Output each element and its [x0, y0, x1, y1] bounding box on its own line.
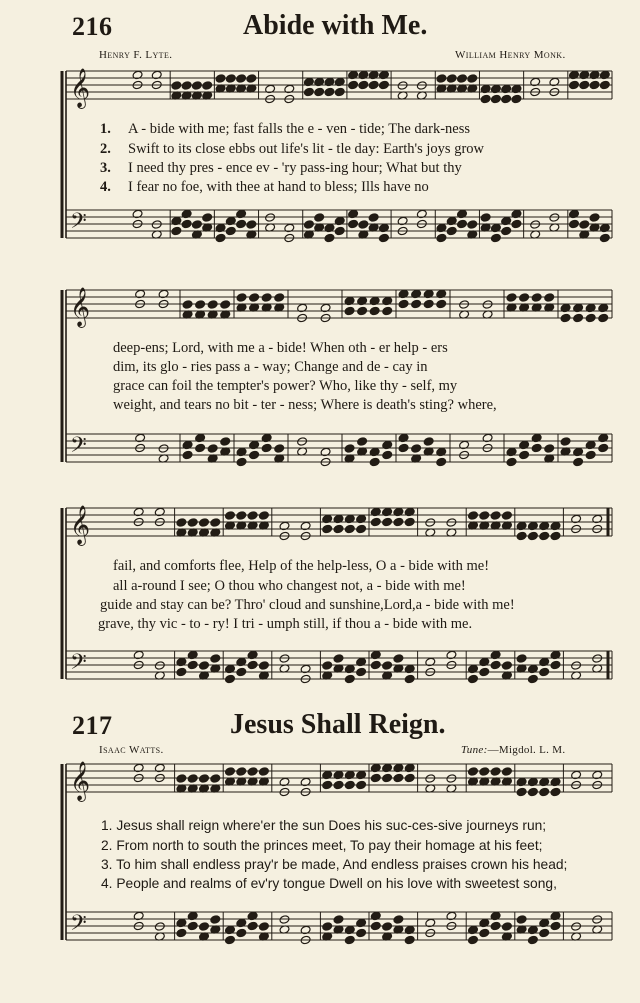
note-head	[348, 80, 359, 90]
verse-line	[101, 876, 557, 891]
note-head	[382, 922, 393, 932]
note-head	[573, 313, 584, 323]
note-head	[531, 293, 542, 303]
note-head	[560, 437, 571, 447]
note-head	[527, 674, 538, 684]
note-head	[527, 935, 538, 945]
note-head	[261, 443, 272, 453]
note-head	[490, 94, 501, 104]
note-head	[506, 457, 517, 467]
note-head	[467, 935, 478, 945]
note-head	[247, 511, 258, 521]
verse-line: guide and stay can be? Thro' cloud and sunshine,Lord,a - bide with me!	[100, 597, 515, 613]
note-head	[344, 444, 355, 454]
hymn-number: 216	[72, 12, 113, 41]
note-head	[479, 928, 490, 938]
note-head	[382, 517, 393, 527]
note-head	[467, 767, 478, 777]
note-head	[506, 293, 517, 303]
note-head	[171, 81, 182, 91]
note-head	[446, 518, 457, 528]
note-head	[370, 517, 381, 527]
note-head	[210, 915, 221, 925]
note-head	[369, 457, 380, 467]
note-head	[550, 660, 561, 670]
note-head	[467, 220, 478, 230]
note-head	[436, 74, 447, 84]
note-head	[571, 922, 582, 932]
note-head	[378, 233, 389, 243]
hymn-author: Isaac Watts.	[99, 744, 164, 756]
note-head	[224, 767, 235, 777]
note-head	[333, 780, 344, 790]
note-head	[579, 80, 590, 90]
note-head	[585, 450, 596, 460]
note-head	[176, 518, 187, 528]
note-head	[516, 654, 527, 664]
note-head	[249, 450, 260, 460]
clef-icon: 𝄞	[70, 505, 91, 545]
note-head	[324, 233, 335, 243]
note-head	[479, 667, 490, 677]
note-head	[181, 81, 192, 91]
note-head	[344, 524, 355, 534]
note-head	[176, 928, 187, 938]
note-head	[154, 922, 165, 932]
verse-number: 1.	[101, 818, 113, 833]
verse-line: fail, and comforts flee, Help of the help-less, O a - bide with me!	[113, 558, 490, 574]
note-head	[511, 219, 522, 229]
note-head	[187, 518, 198, 528]
note-head	[549, 213, 560, 223]
note-head	[314, 87, 325, 97]
note-head	[258, 767, 269, 777]
note-head	[585, 313, 596, 323]
note-head	[490, 660, 501, 670]
note-head	[199, 518, 210, 528]
note-head	[202, 213, 213, 223]
verse-number: 3.	[100, 160, 111, 176]
note-head	[151, 220, 162, 230]
note-head	[158, 444, 169, 454]
note-head	[550, 921, 561, 931]
note-head	[446, 74, 457, 84]
note-head	[225, 74, 236, 84]
note-head	[224, 511, 235, 521]
note-head	[490, 511, 501, 521]
note-head	[411, 299, 422, 309]
verse-text: People and realms of ev'ry tongue Dwell on his love with sweetest song,	[116, 876, 557, 891]
tune-credit	[461, 744, 565, 756]
note-head	[236, 457, 247, 467]
note-head	[333, 915, 344, 925]
note-head	[436, 457, 447, 467]
note-head	[527, 787, 538, 797]
note-head	[187, 921, 198, 931]
clef-icon: 𝄢	[70, 911, 87, 941]
note-head	[425, 518, 436, 528]
note-head	[303, 220, 314, 230]
note-head	[154, 661, 165, 671]
hymn-title: Abide with Me.	[243, 10, 428, 41]
verse-number: 4.	[101, 876, 113, 891]
note-head	[207, 300, 218, 310]
note-head	[599, 233, 610, 243]
note-head	[516, 787, 527, 797]
verse-line: deep-ens; Lord, with me a - bide! When oth - er help - ers	[113, 340, 448, 356]
note-head	[334, 87, 345, 97]
note-head	[324, 87, 335, 97]
note-head	[344, 674, 355, 684]
note-head	[425, 774, 436, 784]
note-head	[479, 767, 490, 777]
note-head	[334, 226, 345, 236]
verse-line: weight, and tears no bit - ter - ness; Where is death's sting? where,	[113, 397, 497, 413]
note-head	[236, 219, 247, 229]
note-head	[459, 300, 470, 310]
note-head	[356, 928, 367, 938]
note-head	[247, 660, 258, 670]
note-head	[171, 226, 182, 236]
hymn-composer: William Henry Monk.	[455, 49, 566, 61]
note-head	[568, 219, 579, 229]
note-head	[519, 450, 530, 460]
note-head	[358, 80, 369, 90]
note-head	[261, 293, 272, 303]
note-head	[393, 654, 404, 664]
note-head	[279, 915, 290, 925]
note-head	[358, 220, 369, 230]
note-head	[210, 654, 221, 664]
note-head	[436, 233, 447, 243]
note-head	[467, 511, 478, 521]
note-head	[176, 667, 187, 677]
note-head	[446, 226, 457, 236]
note-head	[258, 922, 269, 932]
tune-label: Tune:	[461, 744, 488, 756]
note-head	[236, 74, 247, 84]
note-head	[599, 80, 610, 90]
verse-line: A - bide with me; fast falls the e - ven - tide; The dark-ness	[128, 121, 470, 137]
note-head	[357, 437, 368, 447]
verse-text: Jesus shall reign where'er the sun Does his suc-ces-sive journeys run;	[116, 818, 547, 833]
tune-name: —Migdol. L. M.	[487, 744, 566, 756]
note-head	[274, 444, 285, 454]
verse-line: grace can foil the tempter's power? Who, like thy - self, my	[113, 378, 458, 394]
note-head	[579, 220, 590, 230]
note-head	[191, 220, 202, 230]
note-head	[501, 767, 512, 777]
note-head	[265, 213, 276, 223]
note-head	[560, 313, 571, 323]
note-head	[479, 511, 490, 521]
note-head	[457, 74, 468, 84]
note-head	[348, 219, 359, 229]
note-head	[411, 444, 422, 454]
clef-icon: 𝄢	[70, 433, 87, 463]
note-head	[279, 654, 290, 664]
note-head	[215, 233, 226, 243]
hymn-author: Henry F. Lyte.	[99, 49, 173, 61]
verse-line: I need thy pres - ence ev - 'ry pass-ing hour; What but thy	[128, 160, 462, 176]
note-head	[501, 94, 512, 104]
note-head	[215, 74, 226, 84]
note-head	[501, 661, 512, 671]
note-head	[519, 293, 530, 303]
note-head	[195, 443, 206, 453]
note-head	[207, 444, 218, 454]
clef-icon: 𝄞	[70, 761, 91, 801]
note-head	[511, 94, 522, 104]
note-head	[467, 674, 478, 684]
note-head	[356, 524, 367, 534]
note-head	[202, 81, 213, 91]
note-head	[210, 774, 221, 784]
note-head	[225, 226, 236, 236]
note-head	[490, 767, 501, 777]
note-head	[258, 661, 269, 671]
note-head	[344, 780, 355, 790]
note-head	[398, 299, 409, 309]
verse-text: From north to south the princes meet, To pay their homage at his feet;	[116, 838, 543, 853]
note-head	[191, 81, 202, 91]
note-head	[404, 935, 415, 945]
note-head	[369, 306, 380, 316]
note-head	[598, 443, 609, 453]
note-head	[236, 928, 247, 938]
note-head	[539, 667, 550, 677]
note-head	[368, 213, 379, 223]
note-head	[482, 300, 493, 310]
note-head	[249, 293, 260, 303]
note-head	[531, 443, 542, 453]
note-head	[247, 921, 258, 931]
note-head	[210, 518, 221, 528]
note-head	[382, 450, 393, 460]
verse-line	[101, 818, 546, 833]
note-head	[274, 293, 285, 303]
note-head	[182, 300, 193, 310]
note-head	[393, 517, 404, 527]
note-head	[382, 773, 393, 783]
note-head	[314, 213, 325, 223]
verse-number: 1.	[100, 121, 111, 137]
note-head	[247, 767, 258, 777]
verse-line: I fear no foe, with thee at hand to bless; Ills have no	[128, 179, 429, 195]
note-head	[246, 220, 257, 230]
note-head	[236, 767, 247, 777]
note-head	[220, 437, 231, 447]
note-head	[199, 661, 210, 671]
note-head	[573, 457, 584, 467]
note-head	[303, 87, 314, 97]
clef-icon: 𝄞	[70, 68, 91, 108]
verse-line: grave, thy vic - to - ry! I tri - umph still, if thou a - bide with me.	[98, 616, 473, 632]
verse-line: Swift to its close ebbs out life's lit - tle day: Earth's joys grow	[128, 141, 485, 157]
verse-number: 2.	[101, 838, 113, 853]
note-head	[539, 928, 550, 938]
note-head	[224, 935, 235, 945]
note-head	[224, 674, 235, 684]
note-head	[436, 299, 447, 309]
note-head	[236, 511, 247, 521]
note-head	[416, 81, 427, 91]
note-head	[527, 531, 538, 541]
note-head	[344, 935, 355, 945]
verse-line	[101, 838, 543, 853]
note-head	[423, 299, 434, 309]
note-head	[398, 443, 409, 453]
note-head	[344, 306, 355, 316]
verse-text: To him shall endless pray'r be made, And endless praises crown his head;	[116, 857, 568, 872]
note-head	[236, 293, 247, 303]
note-head	[333, 524, 344, 534]
note-head	[378, 80, 389, 90]
hymn-number: 217	[72, 711, 113, 740]
verse-number: 4.	[100, 179, 111, 195]
note-head	[550, 787, 561, 797]
note-head	[404, 517, 415, 527]
note-head	[258, 511, 269, 521]
note-head	[397, 81, 408, 91]
note-head	[490, 233, 501, 243]
note-head	[530, 220, 541, 230]
note-head	[598, 313, 609, 323]
note-head	[322, 524, 333, 534]
hymn-title: Jesus Shall Reign.	[230, 709, 446, 740]
verse-line: dim, its glo - ries pass a - way; Change and de - cay in	[113, 359, 428, 375]
note-head	[550, 531, 561, 541]
note-head	[368, 80, 379, 90]
note-head	[501, 226, 512, 236]
note-head	[322, 780, 333, 790]
note-head	[182, 450, 193, 460]
note-head	[322, 922, 333, 932]
note-head	[592, 654, 603, 664]
clef-icon: 𝄢	[70, 209, 87, 239]
note-head	[382, 661, 393, 671]
note-head	[199, 774, 210, 784]
note-head	[501, 922, 512, 932]
note-head	[195, 300, 206, 310]
note-head	[370, 773, 381, 783]
verse-number: 2.	[100, 141, 111, 157]
note-head	[589, 80, 600, 90]
note-head	[356, 780, 367, 790]
note-head	[322, 661, 333, 671]
note-head	[539, 531, 550, 541]
note-head	[423, 437, 434, 447]
note-head	[370, 660, 381, 670]
verse-line	[101, 857, 567, 872]
note-head	[236, 667, 247, 677]
note-head	[589, 213, 600, 223]
note-head	[446, 774, 457, 784]
note-head	[539, 787, 550, 797]
note-head	[333, 654, 344, 664]
note-head	[187, 774, 198, 784]
note-head	[220, 300, 231, 310]
note-head	[467, 74, 478, 84]
note-head	[297, 437, 308, 447]
note-head	[370, 921, 381, 931]
verse-number: 3.	[101, 857, 113, 872]
note-head	[404, 773, 415, 783]
note-head	[490, 921, 501, 931]
note-head	[516, 915, 527, 925]
note-head	[404, 674, 415, 684]
note-head	[382, 306, 393, 316]
note-head	[571, 661, 582, 671]
note-head	[592, 915, 603, 925]
note-head	[457, 219, 468, 229]
verse-line: all a-round I see; O thou who changest not, a - bide with me!	[113, 578, 466, 594]
note-head	[246, 74, 257, 84]
note-head	[544, 293, 555, 303]
note-head	[357, 306, 368, 316]
note-head	[516, 531, 527, 541]
note-head	[393, 915, 404, 925]
note-head	[181, 219, 192, 229]
note-head	[187, 660, 198, 670]
note-head	[480, 94, 491, 104]
clef-icon: 𝄞	[70, 287, 91, 327]
clef-icon: 𝄢	[70, 650, 87, 680]
note-head	[176, 774, 187, 784]
note-head	[501, 511, 512, 521]
note-head	[544, 444, 555, 454]
note-head	[199, 922, 210, 932]
note-head	[356, 667, 367, 677]
note-head	[480, 213, 491, 223]
note-head	[393, 773, 404, 783]
note-head	[568, 80, 579, 90]
